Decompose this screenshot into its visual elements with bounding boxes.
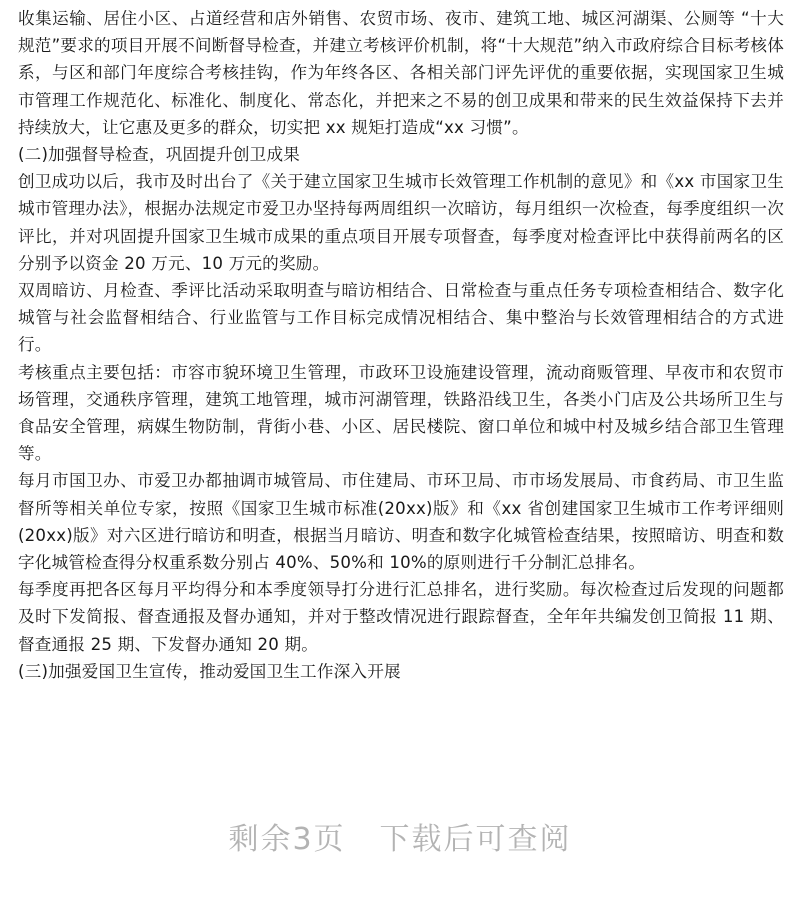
remaining-pages-label: 剩余3页 <box>228 822 346 857</box>
paragraph-3: 双周暗访、月检查、季评比活动采取明查与暗访相结合、日常检查与重点任务专项检查相结合、数字化城管与社会监督相结合、行业监管与工作目标完成情况相结合、集中整治与长效管理相结合的方式进行。 <box>18 281 784 355</box>
paragraph-5: 每月市国卫办、市爱卫办都抽调市城管局、市住建局、市环卫局、市市场发展局、市食药局、市卫生监督所等相关单位专家，按照《国家卫生城市标准(20xx)版》和《xx 省创建国家卫生城市工作考评细则(20xx)版》对六区进行暗访和明查，根据当月暗访、明查和数字化城管检查结果，按照暗访、明查和数字化城管检查得分权重系数分别占 40%、50%和 10%的原则进行千分制汇总排名。 <box>18 471 784 573</box>
download-prompt[interactable] <box>0 814 800 858</box>
section-heading-3: (三)加强爱国卫生宣传，推动爱国卫生工作深入开展 <box>18 661 401 681</box>
paragraph-4: 考核重点主要包括：市容市貌环境卫生管理，市政环卫设施建设管理，流动商贩管理、早夜市和农贸市场管理，交通秩序管理，建筑工地管理，城市河湖管理，铁路沿线卫生，各类小门店及公共场所卫生与食品安全管理，病媒生物防制，背街小巷、小区、居民楼院、窗口单位和城中村及城乡结合部卫生管理等。 <box>18 362 784 464</box>
download-to-view-label: 下载后可查阅 <box>379 822 572 857</box>
section-heading-2: (二)加强督导检查，巩固提升创卫成果 <box>18 145 301 165</box>
paragraph-6: 每季度再把各区每月平均得分和本季度领导打分进行汇总排名，进行奖励。每次检查过后发现的问题都及时下发简报、督查通报及督办通知，并对于整改情况进行跟踪督查，全年年共编发创卫简报 11 期、督查通报 25 期、下发督办通知 20 期。 <box>18 580 784 654</box>
paragraph-2: 创卫成功以后，我市及时出台了《关于建立国家卫生城市长效管理工作机制的意见》和《xx 市国家卫生城市管理办法》，根据办法规定市爱卫办坚持每两周组织一次暗访，每月组织一次检查，每季度组织一次评比，并对巩固提升国家卫生城市成果的重点项目开展专项督查，每季度对检查评比中获得前两名的区分别予以资金 20 万元、10 万元的奖励。 <box>18 172 784 273</box>
document-body <box>18 5 784 685</box>
paragraph-1: 收集运输、居住小区、占道经营和店外销售、农贸市场、夜市、建筑工地、城区河湖渠、公厕等 “十大规范”要求的项目开展不间断督导检查，并建立考核评价机制，将“十大规范”纳入市政府综合目标考核体系，与区和部门年度综合考核挂钩，作为年终各区、各相关部门评先评优的重要依据，实现国家卫生城市管理工作规范化、标准化、制度化、常态化，并把来之不易的创卫成果和带来的民生效益保持下去并持续放大，让它惠及更多的群众，切实把 xx 规矩打造成“xx 习惯”。 <box>18 9 784 137</box>
